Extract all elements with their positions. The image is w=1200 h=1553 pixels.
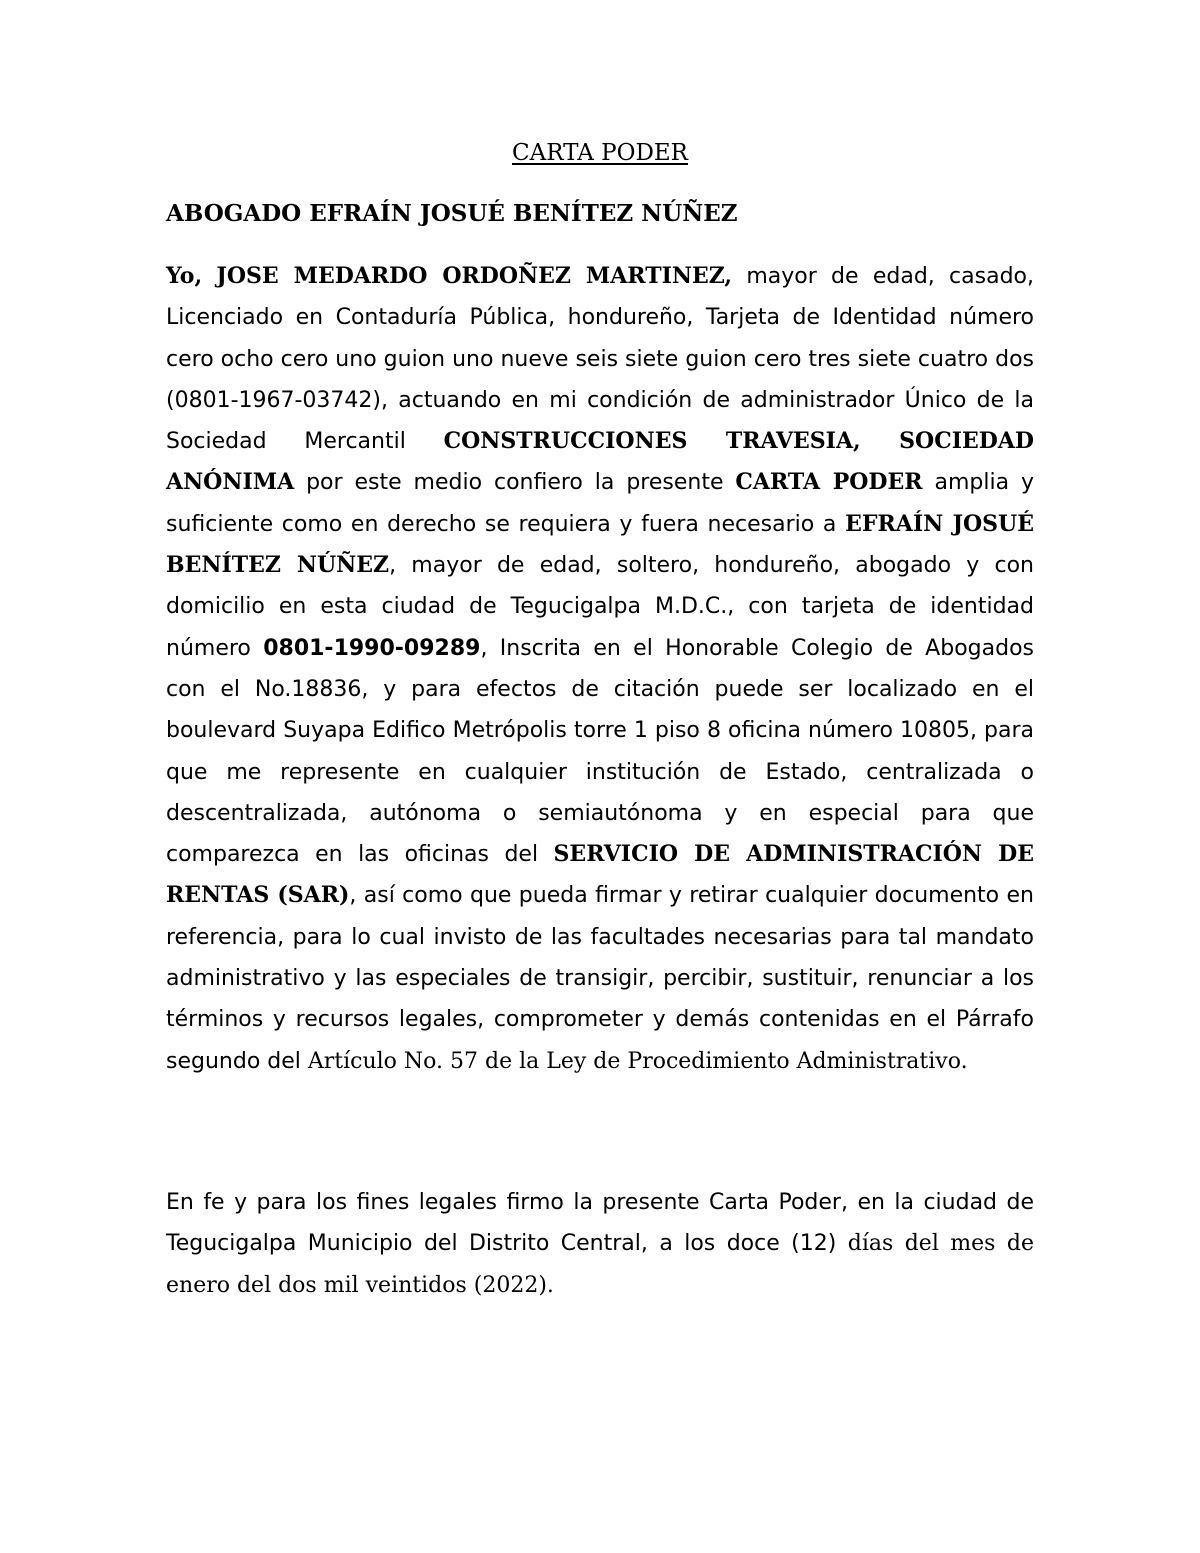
closing-text: En fe y para los fines legales firmo la presente Carta Poder, en la ciudad de Tegucigalpa Municipio del Distrito Central, a los doce (12) (166, 1190, 1034, 1257)
date-text: días del mes de enero del dos mil veintidos (2022). (166, 1231, 1034, 1298)
attorney-registration-text: , Inscrita en el Honorable Colegio de Abogados con el No.18836, y para efectos de citación puede ser localizado en el boulevard Suyapa Edifico Metrópolis torre 1 piso 8 oficina número 10805, para que me represente en cualquier institución de Estado, centralizada o descentralizada, autónoma o semiautónoma y en especial para que comparezca en las oficinas del (166, 635, 1034, 868)
attorney-name: EFRAÍN JOSUÉ BENÍTEZ NÚÑEZ (166, 510, 1034, 579)
grantor-details-text: mayor de edad, casado, Licenciado en Contaduría Pública, hondureño, Tarjeta de Identidad número cero ocho cero uno guion uno nueve seis siete guion cero tres siete cuatro dos (0801-1967-03742), actuando en mi condición de administrador Único de la Sociedad Mercantil (166, 264, 1034, 455)
attorney-id-number: 0801-1990-09289 (263, 635, 481, 661)
spacer-text (202, 264, 216, 289)
company-name: CONSTRUCCIONES TRAVESIA, SOCIEDAD ANÓNIMA (166, 428, 1034, 496)
grant-text: por este medio confiero la presente (294, 470, 736, 496)
agency-name: SERVICIO DE ADMINISTRACIÓN DE RENTAS (SAR) (166, 841, 1034, 909)
carta-poder-inline: CARTA PODER (735, 469, 923, 496)
powers-text: , así como que pueda firmar y retirar cualquier documento en referencia, para lo cual invisto de las facultades necesarias para tal mandato administrativo y las especiales de transigir, percibir, sustituir, renunciar a los términos y recursos legales, comprometer y demás contenidas en el Párrafo segundo del (166, 883, 1034, 1074)
greeting-text: Yo, (166, 263, 203, 289)
document-title: CARTA PODER (511, 140, 688, 166)
body-paragraph-1 (166, 256, 1034, 1082)
grantor-name: JOSE MEDARDO ORDOÑEZ MARTINEZ, (216, 263, 733, 289)
scope-text: amplia y suficiente como en derecho se requiera y fuera necesario a (166, 470, 1034, 537)
document-subtitle: ABOGADO EFRAÍN JOSUÉ BENÍTEZ NÚÑEZ (166, 200, 738, 227)
body-paragraph-2 (166, 1182, 1034, 1306)
legal-reference-text: Artículo No. 57 de la Ley de Procedimiento Administrativo. (307, 1048, 968, 1074)
attorney-details-text: , mayor de edad, soltero, hondureño, abogado y con domicilio en esta ciudad de Tegucigalpa M.D.C., con tarjeta de identidad número (166, 553, 1034, 661)
